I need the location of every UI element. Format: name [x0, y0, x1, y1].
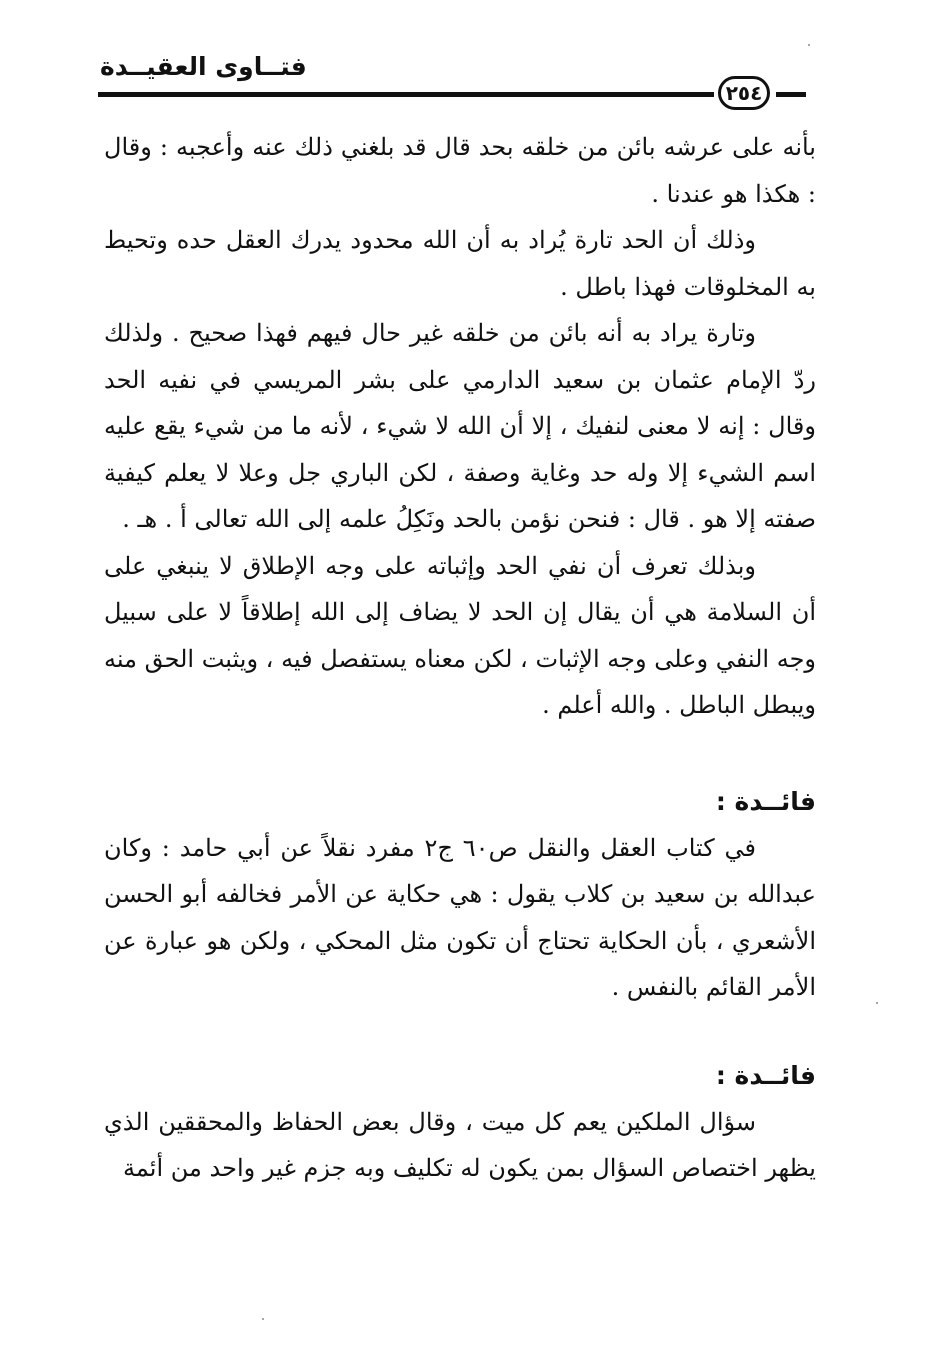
- note-heading: فائــدة :: [715, 1060, 816, 1090]
- page-number: ٢٥٤: [718, 76, 770, 110]
- running-title: فتــاوى العقيــدة: [100, 52, 307, 81]
- paragraph: وبذلك تعرف أن نفي الحد وإثباته على وجه الإطلاق لا ينبغي على أن السلامة هي أن يقال إن الحد لا يضاف إلى الله إطلاقاً لا على سبيل وجه النفي وعلى وجه الإثبات ، لكن معناه يستفصل فيه ، ويثبت الحق منه ويبطل الباطل . والله أعلم .: [104, 551, 816, 719]
- header-rule-end: [776, 92, 806, 97]
- note-text: سؤال الملكين يعم كل ميت ، وقال بعض الحفاظ والمحققين الذي يظهر اختصاص السؤال بمن يكون له تكليف وبه جزم غير واحد من أئمة: [104, 1107, 816, 1182]
- note-heading: فائــدة :: [715, 786, 816, 816]
- note-text: في كتاب العقل والنقل ص٦٠ ج٢ مفرد نقلاً عن أبي حامد : وكان عبدالله بن سعيد بن كلاب يقول : هي حكاية عن الأمر فخالفه أبو الحسن الأشعري ، بأن الحكاية تحتاج أن تكون مثل المحكي ، ولكن هو عبارة عن الأمر القائم بالنفس .: [104, 833, 816, 1001]
- scan-speck: [876, 1002, 878, 1004]
- paragraph: وتارة يراد به أنه بائن من خلقه غير حال فيهم فهذا صحيح . ولذلك ردّ الإمام عثمان بن سعيد الدارمي على بشر المريسي في نفيه الحد وقال : إنه لا معنى لنفيك ، إلا أن الله لا شيء ، لأنه ما من شيء يقع عليه اسم الشيء إلا وله حد وغاية وصفة ، لكن الباري جل وعلا لا يعلم كيفية صفته إلا هو . قال : فنحن نؤمن بالحد ونَكِلُ علمه إلى الله تعالى أ . هـ .: [104, 319, 816, 533]
- section-spacer: [104, 1011, 816, 1053]
- section-spacer: [104, 729, 816, 779]
- page-header: [96, 48, 812, 108]
- main-text: [104, 124, 816, 1192]
- scan-speck: [262, 1318, 264, 1320]
- header-rule: [98, 92, 714, 97]
- paragraph: وذلك أن الحد تارة يُراد به أن الله محدود يدرك العقل حده وتحيط به المخلوقات فهذا باطل .: [104, 226, 816, 301]
- paragraph: بأنه على عرشه بائن من خلقه بحد قال قد بلغني ذلك عنه وأعجبه : وقال : هكذا هو عندنا .: [104, 133, 816, 208]
- scan-speck: [808, 44, 810, 46]
